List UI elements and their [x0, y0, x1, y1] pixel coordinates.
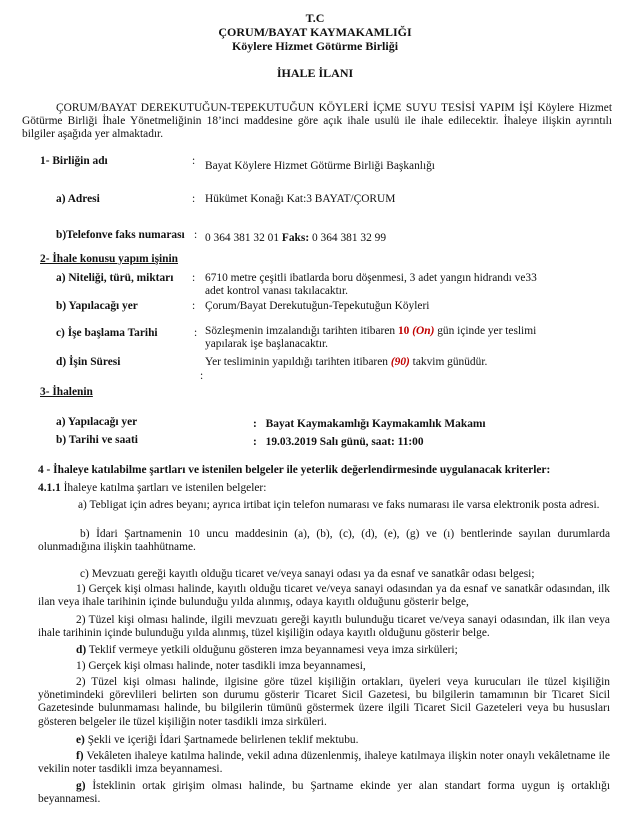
colon: :: [192, 193, 196, 205]
ihale-date-value: [253, 436, 424, 449]
ihale-date-label: b) Tarihi ve saati: [56, 434, 138, 446]
duration-value-line: [205, 356, 487, 369]
item-e: [38, 734, 610, 747]
phone-value: 0 364 381 32 01: [205, 232, 280, 244]
phone-fax-line: [205, 232, 386, 245]
phone-label: b)Telefonve faks numarası: [56, 229, 185, 241]
item-d: [38, 644, 610, 657]
item-f: [38, 750, 610, 776]
item-e-text: Şekli ve içeriği İdari Şartnamede belirlenen teklif mektubu.: [87, 734, 359, 746]
colon: :: [192, 272, 196, 284]
item-c: c) Mevzuatı gereği kayıtlı olduğu ticaret ve/veya sanayi odası ya da esnaf ve sanatkâr odası belgesi;: [80, 568, 535, 580]
duration-value-pre: Yer tesliminin yapıldığı tarihten itibaren: [205, 356, 388, 368]
start-value-post: gün içinde yer teslimi: [437, 325, 537, 337]
section2-label: 2- İhale konusu yapım işinin: [40, 253, 179, 265]
intro-paragraph: ÇORUM/BAYAT DEREKUTUĞUN-TEPEKUTUĞUN KÖYLERİ İÇME SUYU TESİSİ YAPIM İŞİ Köylere Hizmet Götürme Birliği İhale Yönetmeliğinin 18’inci maddesine göre açık ihale usulü ile ihale edilecektir. İhaleye ilişkin ayrıntılı bilgiler aşağıda yer almaktadır.: [22, 102, 612, 141]
header-birlik: Köylere Hizmet Götürme Birliği: [231, 39, 399, 53]
item-d2: 2) Tüzel kişi olması halinde, ilgisine göre tüzel kişiliğin ortakları, üyeleri veya kurucuları ile tüzel kişiliğin yönetimindeki görevlileri belirten son durumu gösterir Ticaret Sicil Gazetesi, bu bilgilerin tamamının bir Ticaret Sicil Gazetesinde bulunmaması halinde, bu bilgilerin tümünü göstermek üzere ilgili Ticaret Sicil Gazeteleri veya bu hususları gösteren belgeler ile tüzel kişiliğin noter tasdikli imza sirküleri.: [38, 676, 610, 728]
item-c1: 1) Gerçek kişi olması halinde, kayıtlı olduğu ticaret ve/veya sanayi odasından ya da esnaf ve sanatkâr odasından, ilk ilan veya ihale tarihinin içinde bulunduğu yılda alınmış, odaya kayıtlı olduğunu gösterir belge,: [38, 583, 610, 609]
place-value: Çorum/Bayat Derekutuğun-Tepekutuğun Köyleri: [205, 300, 430, 312]
section4-sub: [38, 482, 266, 495]
ihale-place-label: a) Yapılacağı yer: [56, 416, 138, 428]
start-days-word: (On): [412, 325, 435, 337]
colon: :: [253, 418, 257, 430]
item-d-letter: d): [76, 644, 87, 656]
colon: :: [253, 436, 257, 448]
start-label: c) İşe başlama Tarihi: [56, 327, 158, 339]
nature-value-2: adet kontrol vanası takılacaktır.: [205, 285, 348, 297]
item-g-text: İsteklinin ortak girişim olması halinde, bu Şartname ekinde yer alan standart forma uygun iş ortaklığı beyannamesi.: [38, 780, 610, 806]
page-title: İHALE İLANI: [276, 66, 354, 80]
duration-label: d) İşin Süresi: [56, 356, 121, 368]
birlik-adi-value: Bayat Köylere Hizmet Götürme Birliği Başkanlığı: [205, 160, 435, 172]
start-value-pre: Sözleşmenin imzalandığı tarihten itibaren: [205, 325, 396, 337]
section4-sub-num: 4.1.1: [38, 482, 61, 494]
section3-label: 3- İhalenin: [40, 386, 93, 398]
duration-days: (90): [390, 356, 410, 368]
item-e-letter: e): [76, 734, 85, 746]
item-g-letter: g): [76, 780, 86, 792]
item-d-text: Teklif vermeye yetkili olduğunu gösteren imza beyannamesi veya imza sirküleri;: [88, 644, 458, 656]
colon: :: [200, 370, 204, 382]
item-b: b) İdari Şartnamenin 10 uncu maddesinin (a), (b), (c), (d), (e), (g) ve (ı) bentlerinde sayılan durumlarda olunmadığına ilişkin taahhütname.: [38, 528, 610, 554]
colon: :: [194, 229, 198, 241]
item-c2: 2) Tüzel kişi olması halinde, ilgili mevzuatı gereği kayıtlı bulunduğu ticaret ve/veya sanayi odasından, ilk ilan veya ihale tarihinin içinde bulunduğu yılda alınmış, tüzel kişiliğin odaya kayıtlı olduğunu gösterir belge.: [38, 614, 610, 640]
section4-sub-text: İhaleye katılma şartları ve istenilen belgeler:: [63, 482, 267, 494]
item-g: [38, 780, 610, 806]
fax-value: 0 364 381 32 99: [311, 232, 387, 244]
ihale-date-text: 19.03.2019 Salı günü, saat: 11:00: [265, 436, 424, 448]
start-value-line: [205, 325, 536, 338]
colon: :: [192, 155, 196, 167]
ihale-place-text: Bayat Kaymakamlığı Kaymakamlık Makamı: [265, 418, 486, 430]
section4-label: 4 - İhaleye katılabilme şartları ve istenilen belgeler ile yeterlik değerlendirmesinde uygulanacak kriterler:: [38, 464, 551, 476]
address-value: Hükümet Konağı Kat:3 BAYAT/ÇORUM: [205, 193, 396, 205]
item-f-text: Vekâleten ihaleye katılma halinde, vekil adına düzenlenmiş, ihaleye katılmaya ilişkin noter onaylı vekâletname ile vekilin noter tasdikli imza beyannamesi.: [38, 750, 610, 776]
section1-label: 1- Birliğin adı: [40, 155, 108, 167]
start-value-2: yapılarak işe başlanacaktır.: [205, 338, 329, 350]
header-tc: T.C: [305, 11, 325, 25]
nature-value-1: 6710 metre çeşitli ibatlarda boru döşenmesi, 3 adet yangın hidrandı ve33: [205, 272, 537, 284]
header-kaymakamlik: ÇORUM/BAYAT KAYMAKAMLIĞI: [218, 25, 412, 39]
start-days: 10: [397, 325, 410, 337]
place-label: b) Yapılacağı yer: [56, 300, 138, 312]
item-f-letter: f): [76, 750, 84, 762]
nature-label: a) Niteliği, türü, miktarı: [56, 272, 174, 284]
ihale-place-value: [253, 418, 486, 431]
address-label: a) Adresi: [56, 193, 100, 205]
colon: :: [192, 300, 196, 312]
duration-value-post: takvim günüdür.: [412, 356, 488, 368]
fax-label: Faks:: [281, 232, 310, 244]
item-d1: 1) Gerçek kişi olması halinde, noter tasdikli imza beyannamesi,: [76, 660, 366, 672]
item-a: a) Tebligat için adres beyanı; ayrıca irtibat için telefon numarası ve faks numarası ile varsa elektronik posta adresi.: [78, 499, 600, 511]
colon: :: [194, 327, 198, 339]
